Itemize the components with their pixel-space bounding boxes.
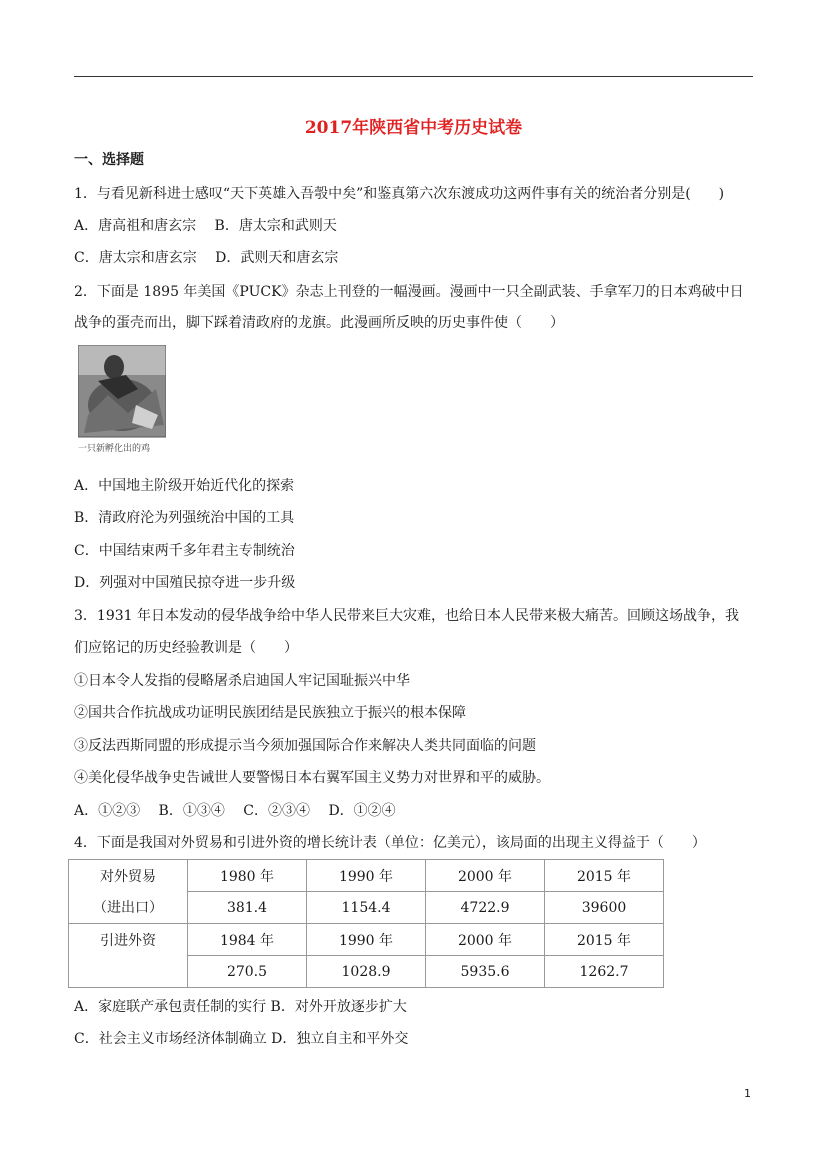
table-cell: 39600 xyxy=(545,892,664,924)
q2-option-a: A．中国地主阶级开始近代化的探索 xyxy=(74,478,295,494)
q3-stem-line2: 们应铭记的历史经验教训是（ ） xyxy=(74,640,298,656)
table-cell: 1154.4 xyxy=(307,892,426,924)
table-row xyxy=(69,924,664,956)
q2-option-b: B．清政府沦为列强统治中国的工具 xyxy=(74,510,295,526)
table-row xyxy=(69,860,664,892)
table-cell: 1990 年 xyxy=(307,924,426,956)
table-cell: 4722.9 xyxy=(426,892,545,924)
row2-label-empty xyxy=(69,956,188,988)
table-cell: 1028.9 xyxy=(307,956,426,988)
table-cell: 1980 年 xyxy=(188,860,307,892)
row1-label-top: 对外贸易 xyxy=(69,860,188,892)
table-cell: 2015 年 xyxy=(545,860,664,892)
q4-options-cd: C．社会主义市场经济体制确立 D．独立自主和平外交 xyxy=(74,1031,409,1047)
table-row xyxy=(69,956,664,988)
q2-option-d: D．列强对中国殖民掠夺进一步升级 xyxy=(74,575,296,591)
q2-option-c: C．中国结束两千多年君主专制统治 xyxy=(74,543,295,559)
q3-item-1: ①日本令人发指的侵略屠杀启迪国人牢记国耻振兴中华 xyxy=(74,673,410,689)
trade-statistics-table xyxy=(68,859,664,988)
table-cell: 2000 年 xyxy=(426,924,545,956)
q3-stem-line1: 3．1931 年日本发动的侵华战争给中华人民带来巨大灾难，也给日本人民带来极大痛苦。回顾这场战争，我 xyxy=(74,608,739,624)
q1-options-ab: A．唐高祖和唐玄宗 B．唐太宗和武则天 xyxy=(74,218,337,234)
q3-options: A．①②③ B．①③④ C．②③④ D．①②④ xyxy=(74,803,396,819)
table-row xyxy=(69,892,664,924)
q4-options-ab: A．家庭联产承包责任制的实行 B．对外开放逐步扩大 xyxy=(74,999,407,1015)
table-cell: 1984 年 xyxy=(188,924,307,956)
table-cell: 5935.6 xyxy=(426,956,545,988)
q2-stem-line2: 战争的蛋壳而出，脚下踩着清政府的龙旗。此漫画所反映的历史事件使（ ） xyxy=(74,315,564,331)
table-cell: 381.4 xyxy=(188,892,307,924)
q3-item-3: ③反法西斯同盟的形成提示当今须加强国际合作来解决人类共同面临的问题 xyxy=(74,738,536,754)
page-title: 2017年陕西省中考历史试卷 xyxy=(304,118,523,138)
q4-stem: 4．下面是我国对外贸易和引进外资的增长统计表（单位：亿美元），该局面的出现主义得益于（ ） xyxy=(74,835,706,851)
row2-label: 引进外资 xyxy=(69,924,188,956)
q1-stem: 1．与看见新科进士感叹“天下英雄入吾彀中矣”和鉴真第六次东渡成功这两件事有关的统治者分别是( ) xyxy=(74,186,725,202)
q1-options-cd: C．唐太宗和唐玄宗 D．武则天和唐玄宗 xyxy=(74,250,339,266)
q3-item-4: ④美化侵华战争史告诫世人要警惕日本右翼军国主义势力对世界和平的威胁。 xyxy=(74,770,550,786)
q2-stem-line1: 2．下面是 1895 年美国《PUCK》杂志上刊登的一幅漫画。漫画中一只全副武装、手拿军刀的日本鸡破中日 xyxy=(74,284,744,300)
table-cell: 2015 年 xyxy=(545,924,664,956)
table-cell: 1990 年 xyxy=(307,860,426,892)
q3-item-2: ②国共合作抗战成功证明民族团结是民族独立于振兴的根本保障 xyxy=(74,705,466,721)
table-cell: 270.5 xyxy=(188,956,307,988)
table-cell: 2000 年 xyxy=(426,860,545,892)
table-cell: 1262.7 xyxy=(545,956,664,988)
header-rule xyxy=(74,76,753,77)
comic-caption: 一只新孵化出的鸡 xyxy=(78,444,151,454)
page-number: 1 xyxy=(744,1087,751,1100)
section-heading: 一、选择题 xyxy=(74,152,144,168)
row1-label-bottom: （进出口） xyxy=(69,892,188,924)
